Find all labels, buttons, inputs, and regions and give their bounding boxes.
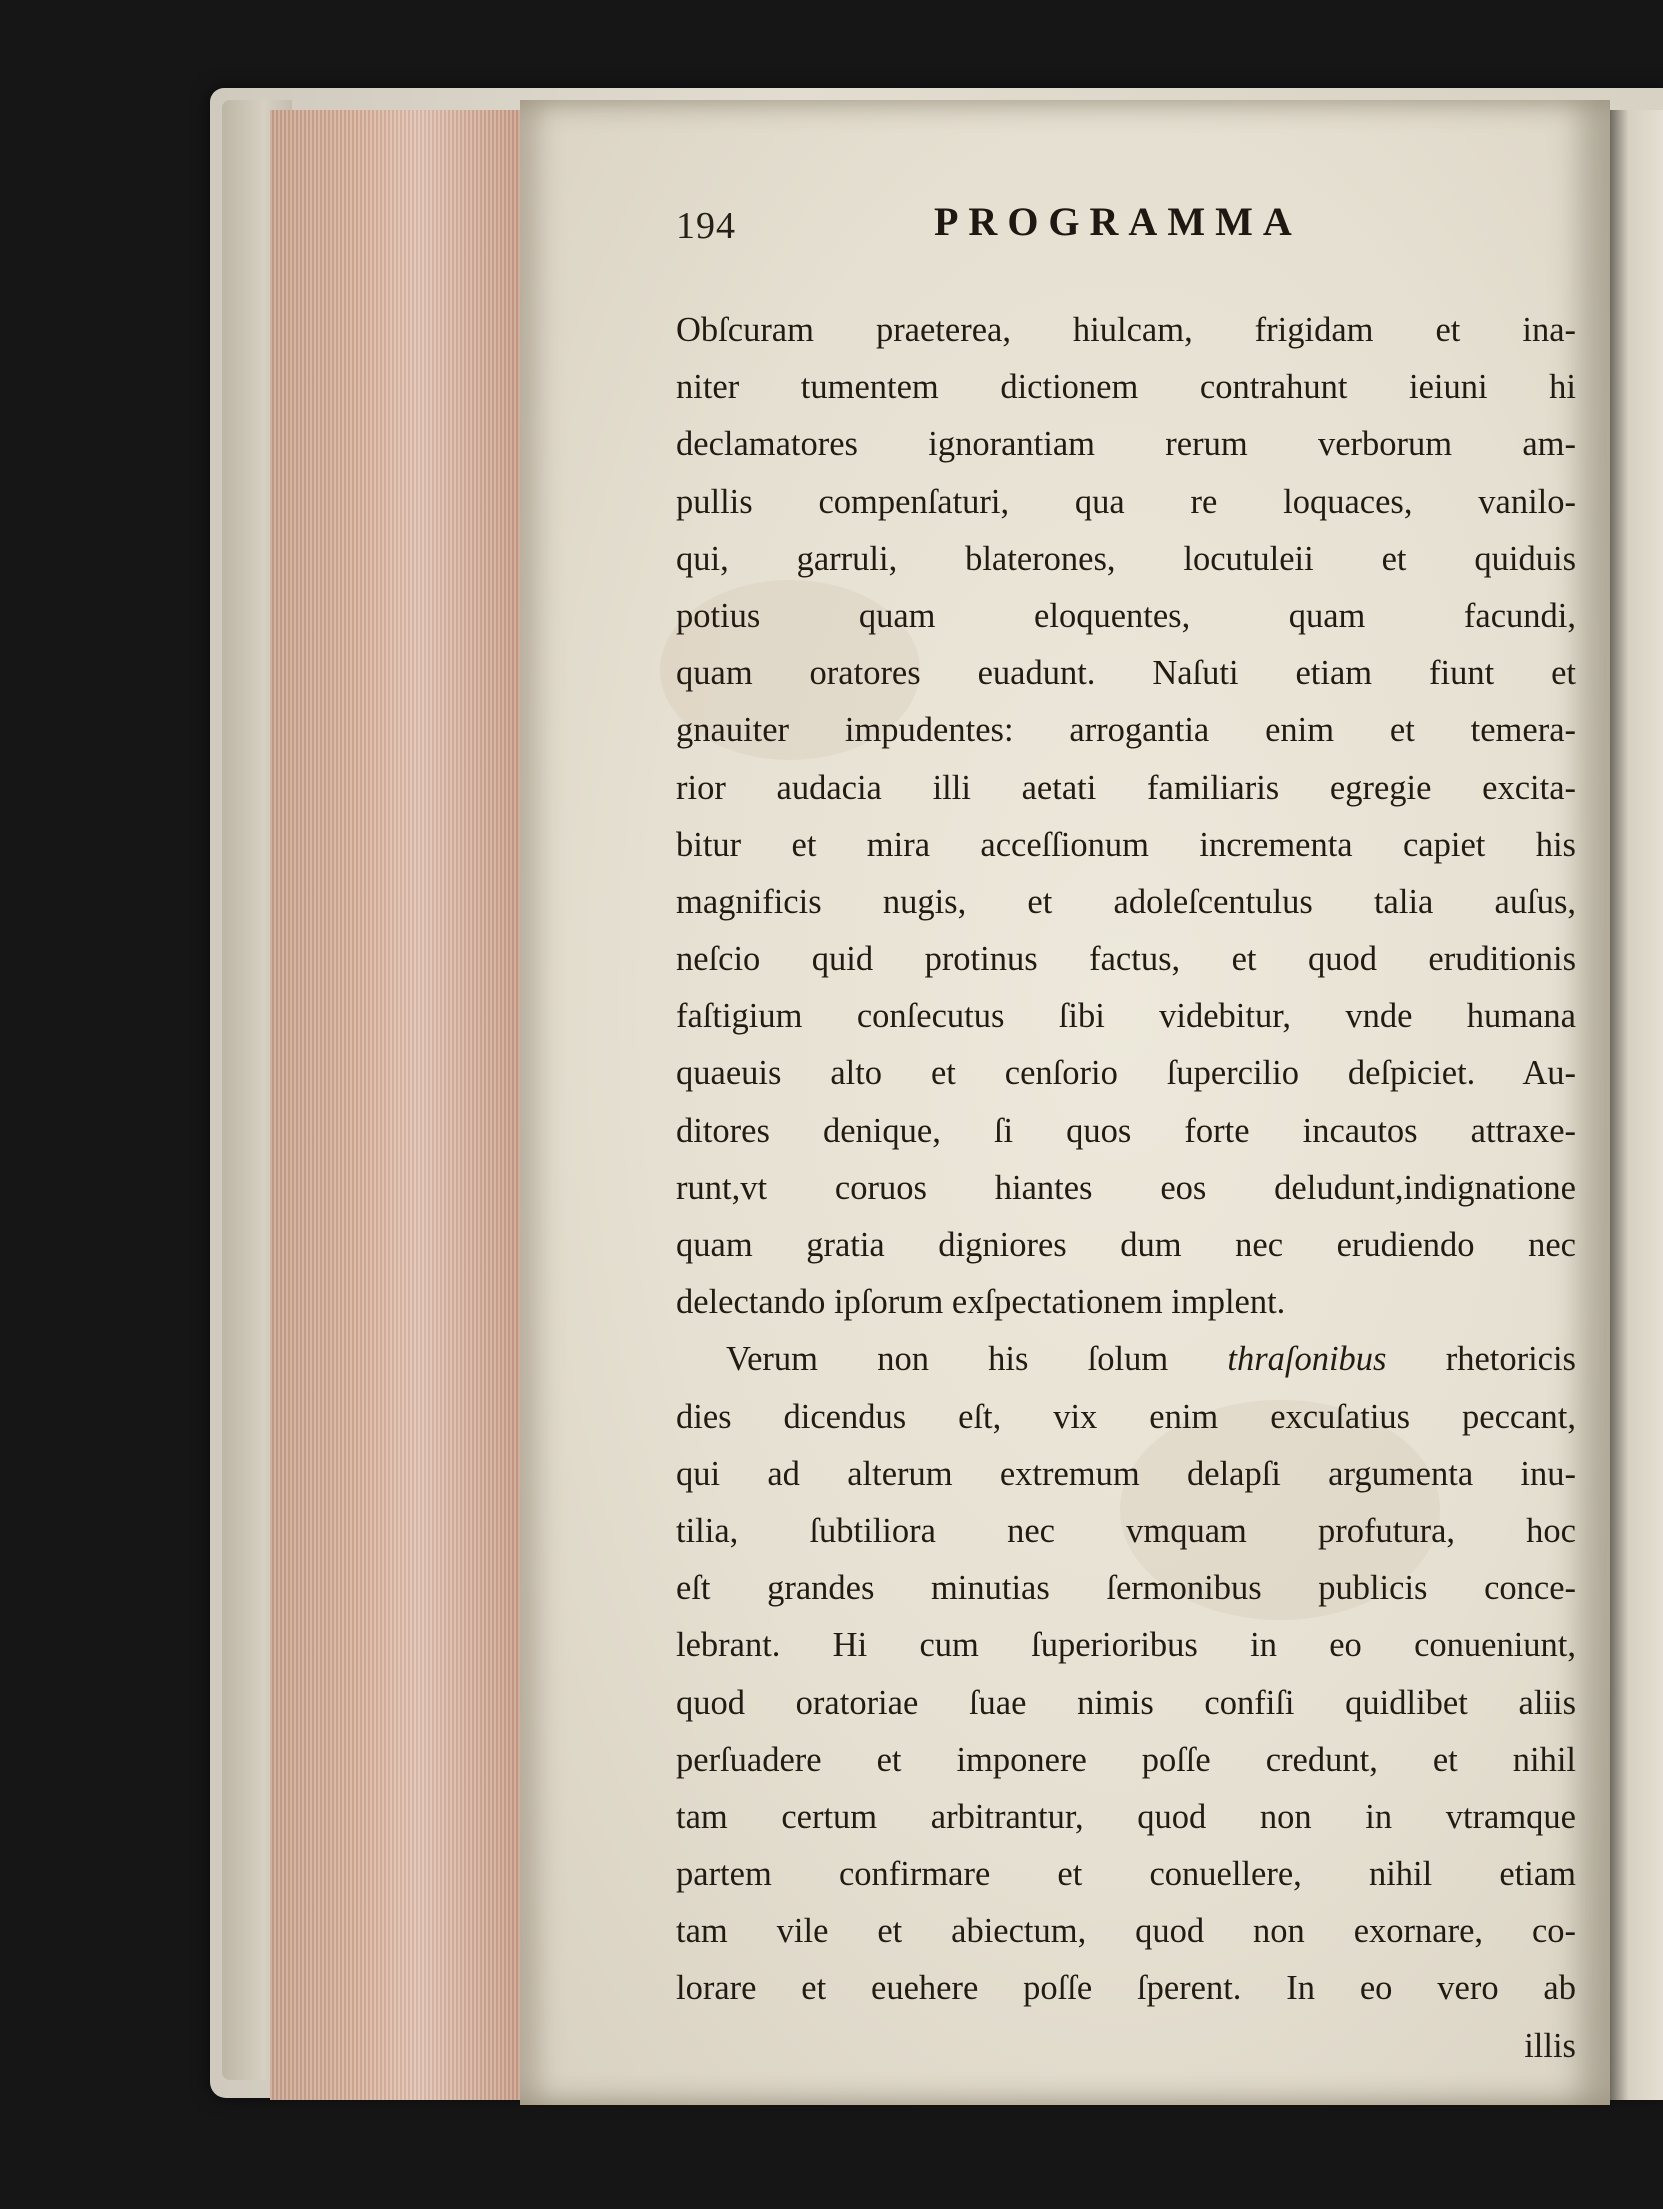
text-line: tam certum arbitrantur, quod non in vtramque: [676, 1797, 1576, 1836]
catchword: illis: [1524, 2026, 1576, 2065]
text-line: potius quam eloquentes, quam facundi,: [676, 596, 1576, 635]
text-line: faſtigium conſecutus ſibi videbitur, vnde humana: [676, 997, 1576, 1036]
text-line: lorare et euehere poſſe ſperent. In eo vero ab: [676, 1969, 1576, 2008]
page-header: [676, 198, 1576, 258]
running-head: PROGRAMMA: [934, 199, 1302, 244]
text-line: bitur et mira acceſſionum incrementa capiet his: [676, 825, 1576, 864]
page-edges: [270, 110, 522, 2100]
text-line: quam oratores euadunt. Naſuti etiam fiunt et: [676, 654, 1576, 693]
text-line: quaeuis alto et cenſorio ſupercilio deſpiciet. Au-: [676, 1054, 1576, 1093]
text-line: rior audacia illi aetati familiaris egregie excita-: [676, 768, 1576, 807]
text-line: quam gratia digniores dum nec erudiendo nec: [676, 1226, 1576, 1264]
text-line: Obſcuram praeterea, hiulcam, frigidam et ina-: [676, 311, 1576, 349]
page-number: 194: [676, 205, 736, 247]
text-line: dies dicendus eſt, vix enim excuſatius peccant,: [676, 1397, 1576, 1436]
text-line: neſcio quid protinus factus, et quod eruditionis: [676, 940, 1576, 979]
text-line: tam vile et abiectum, quod non exornare, co-: [676, 1912, 1576, 1951]
text-line: perſuadere et imponere poſſe credunt, et nihil: [676, 1740, 1576, 1779]
text-line: tilia, ſubtiliora nec vmquam profutura, hoc: [676, 1511, 1576, 1550]
body-text: [676, 302, 1576, 2075]
text-line: gnauiter impudentes: arrogantia enim et temera-: [676, 711, 1576, 750]
text-line: qui, garruli, blaterones, locutuleii et quiduis: [676, 539, 1576, 578]
text-line: niter tumentem dictionem contrahunt ieiuni hi: [676, 368, 1576, 407]
text-line: Verum non his ſolum thraſonibus rhetoricis: [726, 1340, 1576, 1379]
text-line: declamatores ignorantiam rerum verborum am-: [676, 425, 1576, 464]
text-line: runt,vt coruos hiantes eos deludunt,indignatione: [676, 1168, 1576, 1207]
text-line: delectando ipſorum exſpectationem implent.: [676, 1283, 1286, 1322]
facing-page-edge: [1610, 110, 1663, 2100]
text-line: eſt grandes minutias ſermonibus publicis conce-: [676, 1569, 1576, 1608]
text-line: pullis compenſaturi, qua re loquaces, vanilo-: [676, 482, 1576, 521]
text-line: ditores denique, ſi quos forte incautos attraxe-: [676, 1111, 1576, 1150]
italic-word: thraſonibus: [1227, 1340, 1387, 1379]
text-line: magnificis nugis, et adoleſcentulus talia auſus,: [676, 882, 1576, 921]
text-line: qui ad alterum extremum delapſi argumenta inu-: [676, 1454, 1576, 1493]
text-line: lebrant. Hi cum ſuperioribus in eo conueniunt,: [676, 1626, 1576, 1665]
text-line: partem confirmare et conuellere, nihil etiam: [676, 1855, 1576, 1894]
text-line: quod oratoriae ſuae nimis confiſi quidlibet aliis: [676, 1683, 1576, 1722]
